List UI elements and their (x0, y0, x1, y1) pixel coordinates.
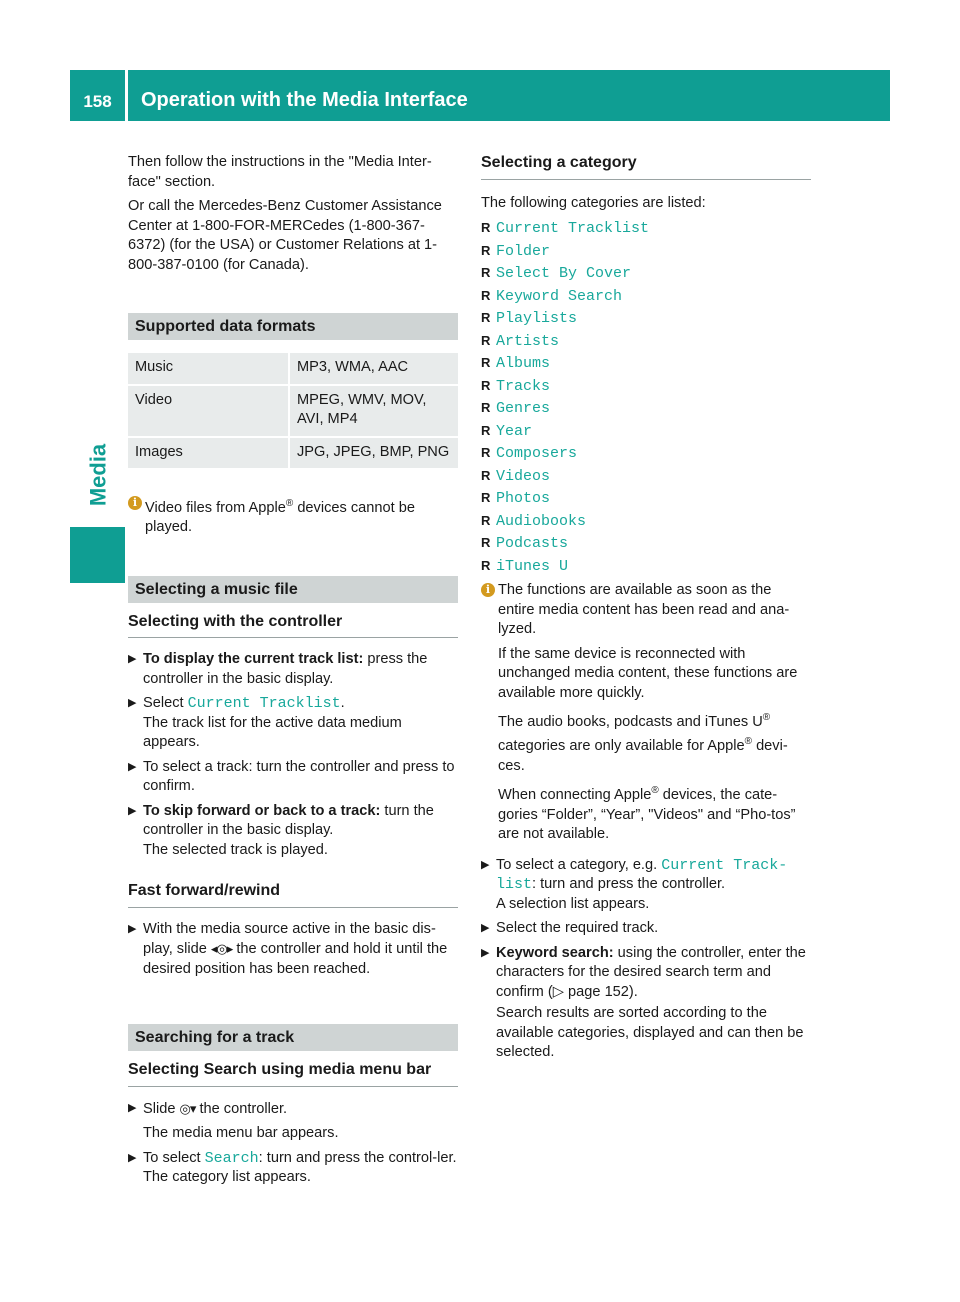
bullet: R (481, 265, 491, 280)
step-result: The selected track is played. (143, 841, 328, 858)
arrow-icon: ▶ (128, 760, 137, 773)
step-bold: To display the current track list: (143, 651, 364, 668)
bullet: R (481, 400, 491, 415)
category-name: Genres (496, 400, 551, 417)
list-item (481, 397, 811, 420)
info-note (128, 494, 458, 538)
menu-item-reference: Current Track-list (496, 856, 788, 894)
category-name: Folder (496, 242, 551, 260)
list-item (481, 532, 811, 555)
table-cell: MPEG, WMV, MOV, AVI, MP4 (290, 386, 458, 436)
list-item (481, 307, 811, 330)
left-column (128, 153, 458, 1193)
arrow-icon: ▶ (128, 653, 137, 666)
note-text-part: The audio books, podcasts and iTunes U (498, 713, 763, 730)
arrow-icon: ▶ (481, 946, 490, 959)
list-item (481, 240, 811, 263)
bullet: R (481, 242, 491, 258)
step-text: ). (628, 983, 638, 1000)
list-item (481, 555, 811, 578)
category-name: Current Tracklist (496, 220, 650, 237)
side-tab-marker (70, 527, 125, 583)
section-heading-search: Searching for a track (128, 1024, 458, 1051)
step-result: The media menu bar appears. (143, 1125, 339, 1142)
list-item (481, 330, 811, 353)
registered-mark: ® (651, 785, 659, 797)
intro-paragraph: Then follow the instructions in the "Media Inter-face" section. (128, 154, 432, 190)
step-result: The track list for the active data medium appears. (143, 714, 402, 751)
bullet: R (481, 355, 491, 370)
registered-mark: ® (285, 498, 294, 509)
arrow-icon: ▶ (128, 804, 137, 817)
bullet: R (481, 287, 491, 303)
category-name: Albums (496, 355, 551, 372)
subheading-menu-bar: Selecting Search using media menu bar (128, 1060, 458, 1087)
note-text-part: categories are only available for Apple (498, 738, 745, 755)
step-text: using the controller, enter the characters for the desired search term and confirm ( (496, 944, 806, 1000)
list-item (481, 487, 811, 510)
subheading-fast-forward: Fast forward/rewind (128, 881, 458, 908)
step-text: press the controller in the basic display. (143, 651, 428, 687)
arrow-icon: ▶ (128, 1151, 137, 1164)
step-text: : turn and press the controller. (532, 876, 726, 893)
info-icon: i (481, 583, 495, 597)
bullet: R (481, 332, 491, 348)
step (481, 856, 811, 915)
subheading-category: Selecting a category (481, 153, 811, 180)
step (128, 1099, 458, 1120)
bullet: R (481, 220, 491, 235)
arrow-icon: ▶ (481, 858, 490, 871)
list-item (481, 420, 811, 443)
arrow-icon: ▶ (481, 922, 490, 935)
page-reference[interactable]: ▷ page 152 (552, 983, 629, 1000)
registered-mark: ® (744, 736, 753, 748)
bullet: R (481, 535, 491, 550)
page-number: 158 (70, 70, 125, 121)
bullet: R (481, 557, 491, 573)
step-bold: To skip forward or back to a track: (143, 802, 381, 819)
note-text-part: When connecting Apple (498, 787, 652, 804)
step (128, 920, 458, 980)
table-row (128, 353, 458, 384)
note-text (498, 708, 811, 776)
step-text: Select (143, 695, 188, 712)
list-item (481, 285, 811, 308)
step-bold: Keyword search: (496, 944, 614, 961)
note-text: The functions are available as soon as the entire media content has been read and ana-lyzed. (498, 582, 790, 637)
category-name: Videos (496, 467, 551, 485)
step (481, 944, 811, 1063)
step (128, 802, 458, 861)
step-text: Select the required track. (496, 920, 659, 937)
bullet: R (481, 512, 491, 528)
step (128, 758, 458, 797)
step-text: With the media source active in the basic dis-play, slide (143, 920, 436, 958)
step-text: turn the controller in the basic display. (143, 802, 434, 839)
subheading-controller: Selecting with the controller (128, 612, 458, 639)
list-item (481, 375, 811, 398)
list-item (481, 262, 811, 285)
category-name: Keyword Search (496, 287, 623, 305)
category-name: Tracks (496, 377, 551, 395)
category-intro: The following categories are listed: (481, 194, 706, 211)
note-text (498, 781, 811, 844)
bullet: R (481, 377, 491, 393)
step (128, 1149, 458, 1188)
bullet: R (481, 467, 491, 483)
bullet: R (481, 422, 491, 438)
menu-item-reference: Search (204, 1149, 259, 1167)
controller-slide-down-icon: ◎▾ (179, 1100, 196, 1116)
step-result: The category list appears. (143, 1169, 311, 1186)
section-heading-formats: Supported data formats (128, 313, 458, 340)
contact-paragraph: Or call the Mercedes-Benz Customer Assistance Center at 1-800-FOR-MERCedes (1-800-367-6372) (for the USA) or Customer Relations at 1-800-387-0100 (for Canada). (128, 198, 442, 273)
list-item (481, 352, 811, 375)
step (128, 694, 458, 753)
step-result: Search results are sorted according to the available categories, displayed and can then be selected. (496, 1005, 804, 1061)
category-list (481, 217, 811, 577)
side-tab-label: Media (84, 443, 110, 507)
menu-item-reference: Current Tracklist (187, 695, 341, 713)
table-cell: Music (128, 353, 290, 384)
category-name: Composers (496, 445, 578, 462)
step-text: the controller and hold it until the desired position has been reached. (143, 941, 448, 977)
category-name: Year (496, 422, 533, 440)
info-note (481, 581, 811, 845)
note-text-part: devices, the cate-gories “Folder”, “Year”, "Videos" and “Pho-tos” are not available. (498, 787, 796, 843)
note-text-part: devi-ces. (498, 738, 788, 774)
list-item (481, 510, 811, 533)
table-row (128, 386, 458, 436)
step (481, 919, 811, 939)
table-cell: Images (128, 438, 290, 469)
formats-table (128, 351, 458, 470)
table-cell: JPG, JPEG, BMP, PNG (290, 438, 458, 469)
side-tab (70, 420, 125, 530)
step-text: . (340, 695, 345, 712)
right-column (481, 153, 811, 1068)
table-row (128, 438, 458, 469)
step-text: To select a track: turn the controller and press to confirm. (143, 758, 455, 795)
category-name: Playlists (496, 310, 578, 327)
category-name: Photos (496, 490, 551, 507)
info-icon: i (128, 496, 142, 510)
registered-mark: ® (762, 712, 771, 723)
arrow-icon: ▶ (128, 922, 137, 935)
category-name: Audiobooks (496, 512, 587, 530)
step-text: : turn and press the control-ler. (258, 1149, 457, 1166)
note-text: If the same device is reconnected with unchanged media content, these functions are available more quickly. (498, 645, 798, 701)
bullet: R (481, 445, 491, 460)
arrow-icon: ▶ (128, 1101, 137, 1114)
table-cell: MP3, WMA, AAC (290, 353, 458, 384)
list-item (481, 217, 811, 240)
step-text: To select a category, e.g. (496, 856, 662, 873)
note-text: devices cannot be played. (145, 499, 415, 536)
list-item (481, 465, 811, 488)
controller-slide-icon: ◂◎▸ (210, 941, 233, 957)
category-name: Select By Cover (496, 265, 632, 282)
step (128, 650, 458, 689)
arrow-icon: ▶ (128, 697, 137, 710)
step-text: the controller. (195, 1100, 288, 1117)
step-text: To select (143, 1149, 205, 1166)
bullet: R (481, 490, 491, 505)
table-cell: Video (128, 386, 290, 436)
list-item (481, 442, 811, 465)
category-name: iTunes U (496, 557, 569, 575)
note-text: Video files from Apple (145, 499, 286, 516)
page-title: Operation with the Media Interface (128, 70, 890, 121)
step-text: Slide (143, 1100, 180, 1117)
bullet: R (481, 310, 491, 325)
step-result: A selection list appears. (496, 895, 650, 912)
category-name: Podcasts (496, 535, 569, 552)
category-name: Artists (496, 332, 560, 350)
section-heading-music: Selecting a music file (128, 576, 458, 603)
